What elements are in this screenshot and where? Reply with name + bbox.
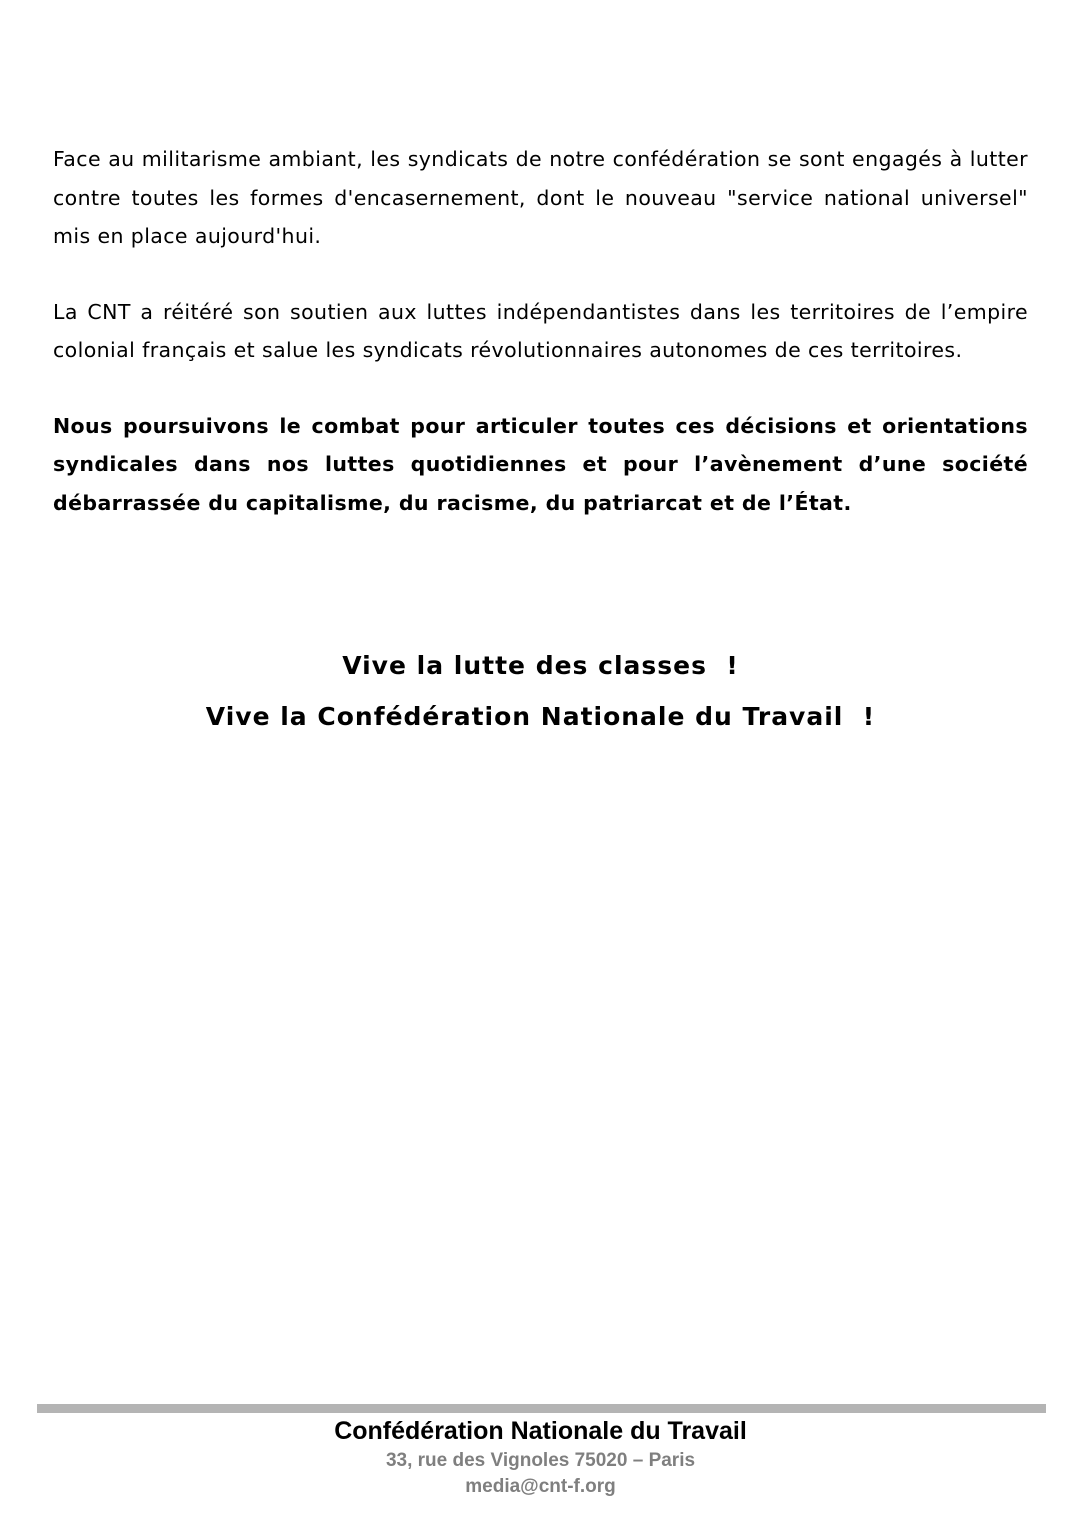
slogan-class-struggle: Vive la lutte des classes ! — [342, 651, 739, 680]
paragraph-independence-struggles: La CNT a réitéré son soutien aux luttes indépendantistes dans les territoires de l’empire colonial français et salue les syndicats révolutionnaires autonomes de ces territoires. — [53, 299, 1028, 362]
footer-organization: Confédération Nationale du Travail — [334, 1417, 747, 1445]
slogans — [0, 640, 1081, 742]
footer-address: 33, rue des Vignoles 75020 – Paris — [385, 1450, 696, 1471]
footer — [0, 1414, 1081, 1500]
paragraph-militarism: Face au militarisme ambiant, les syndicats de notre confédération se sont engagés à lutter contre toutes les formes d'encasernement, dont le nouveau "service national universel" mis en place aujourd'hui. — [53, 147, 1028, 248]
slogan-cnt: Vive la Confédération Nationale du Travail ! — [205, 702, 876, 731]
paragraph-conclusion: Nous poursuivons le combat pour articuler toutes ces décisions et orientations syndicales dans nos luttes quotidiennes et pour l’avènement d’une société débarrassée du capitalisme, du racisme, du patriarcat et de l’État. — [53, 413, 1028, 515]
footer-email: media@cnt-f.org — [465, 1476, 616, 1497]
document-body — [53, 140, 1028, 522]
footer-divider — [37, 1404, 1046, 1413]
